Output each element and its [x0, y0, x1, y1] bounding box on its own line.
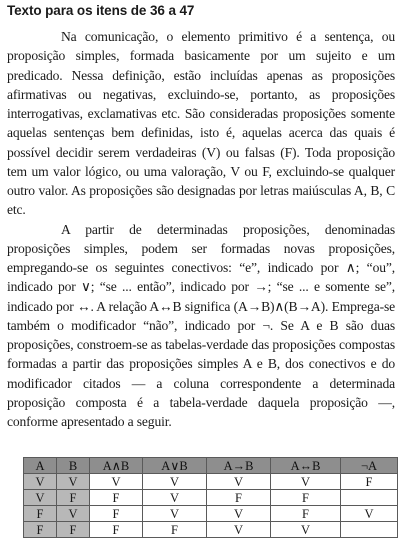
table-row — [24, 474, 398, 490]
table-row — [24, 506, 398, 522]
body-text — [7, 27, 395, 431]
table-cell: V — [90, 474, 143, 490]
table-cell: V — [143, 490, 207, 506]
table-cell: V — [24, 490, 57, 506]
table-cell — [341, 522, 398, 538]
table-cell: F — [24, 522, 57, 538]
table-cell: V — [143, 474, 207, 490]
table-cell: F — [143, 522, 207, 538]
table-cell: V — [57, 474, 90, 490]
table-cell: V — [341, 506, 398, 522]
table-cell — [341, 490, 398, 506]
table-row — [24, 522, 398, 538]
table-cell: F — [24, 506, 57, 522]
paragraph-connectives: A partir de determinadas proposições, denominadas proposições simples, podem ser formadas novas proposições, empregando-se os seguintes conectivos: “e”, indicado por ∧; “ou”, indicado por ∨; “se ... então”, indicado por →; “se ... e somente se”, indicado por ↔. A relação A↔B significa (A→B)∧(B→A). Emprega-se também o modificador “não”, indicado por ¬. Se A e B são duas proposições, constroem-se as tabelas-verdade das proposições compostas formadas a partir das proposições simples A e B, dos conectivos e do modificador citados — a coluna correspondente a determinada proposição composta é a tabela-verdade daquela proposição —, conforme apresentado a seguir. — [7, 221, 395, 429]
table-cell: F — [271, 506, 341, 522]
header-cell-iff: A↔B — [271, 458, 341, 474]
truth-table — [23, 457, 398, 538]
table-cell: F — [57, 490, 90, 506]
table-cell: F — [90, 522, 143, 538]
header-cell-not-a: ¬A — [341, 458, 398, 474]
table-cell: F — [341, 474, 398, 490]
table-cell: F — [90, 490, 143, 506]
header-cell-implies: A→B — [207, 458, 271, 474]
paragraph-propositions: Na comunicação, o elemento primitivo é a sentença, ou proposição simples, formada basicamente por um sujeito e um predicado. Nessa definição, estão incluídas apenas as proposições afirmativas ou negativas, excluindo-se, portanto, as proposições interrogativas, exclamativas etc. São consideradas proposições somente aquelas sentenças bem definidas, isto é, aquelas acerca das quais é possível decidir serem verdadeiras (V) ou falsas (F). Toda proposição tem um valor lógico, ou uma valoração, V ou F, excluindo-se qualquer outro valor. As proposições são designadas por letras maiúsculas A, B, C etc. — [7, 29, 395, 218]
table-cell: V — [24, 474, 57, 490]
table-row — [24, 490, 398, 506]
header-cell-a: A — [24, 458, 57, 474]
table-cell: V — [207, 506, 271, 522]
table-cell: F — [207, 490, 271, 506]
table-cell: V — [207, 474, 271, 490]
table-cell: V — [271, 474, 341, 490]
truth-table-header-row — [24, 458, 398, 474]
table-cell: F — [90, 506, 143, 522]
table-cell: V — [207, 522, 271, 538]
table-cell: F — [57, 522, 90, 538]
table-cell: V — [57, 506, 90, 522]
table-cell: V — [143, 506, 207, 522]
table-cell: V — [271, 522, 341, 538]
header-cell-or: A∨B — [143, 458, 207, 474]
table-cell: F — [271, 490, 341, 506]
header-cell-and: A∧B — [90, 458, 143, 474]
header-cell-b: B — [57, 458, 90, 474]
section-heading: Texto para os itens de 36 a 47 — [7, 3, 195, 18]
